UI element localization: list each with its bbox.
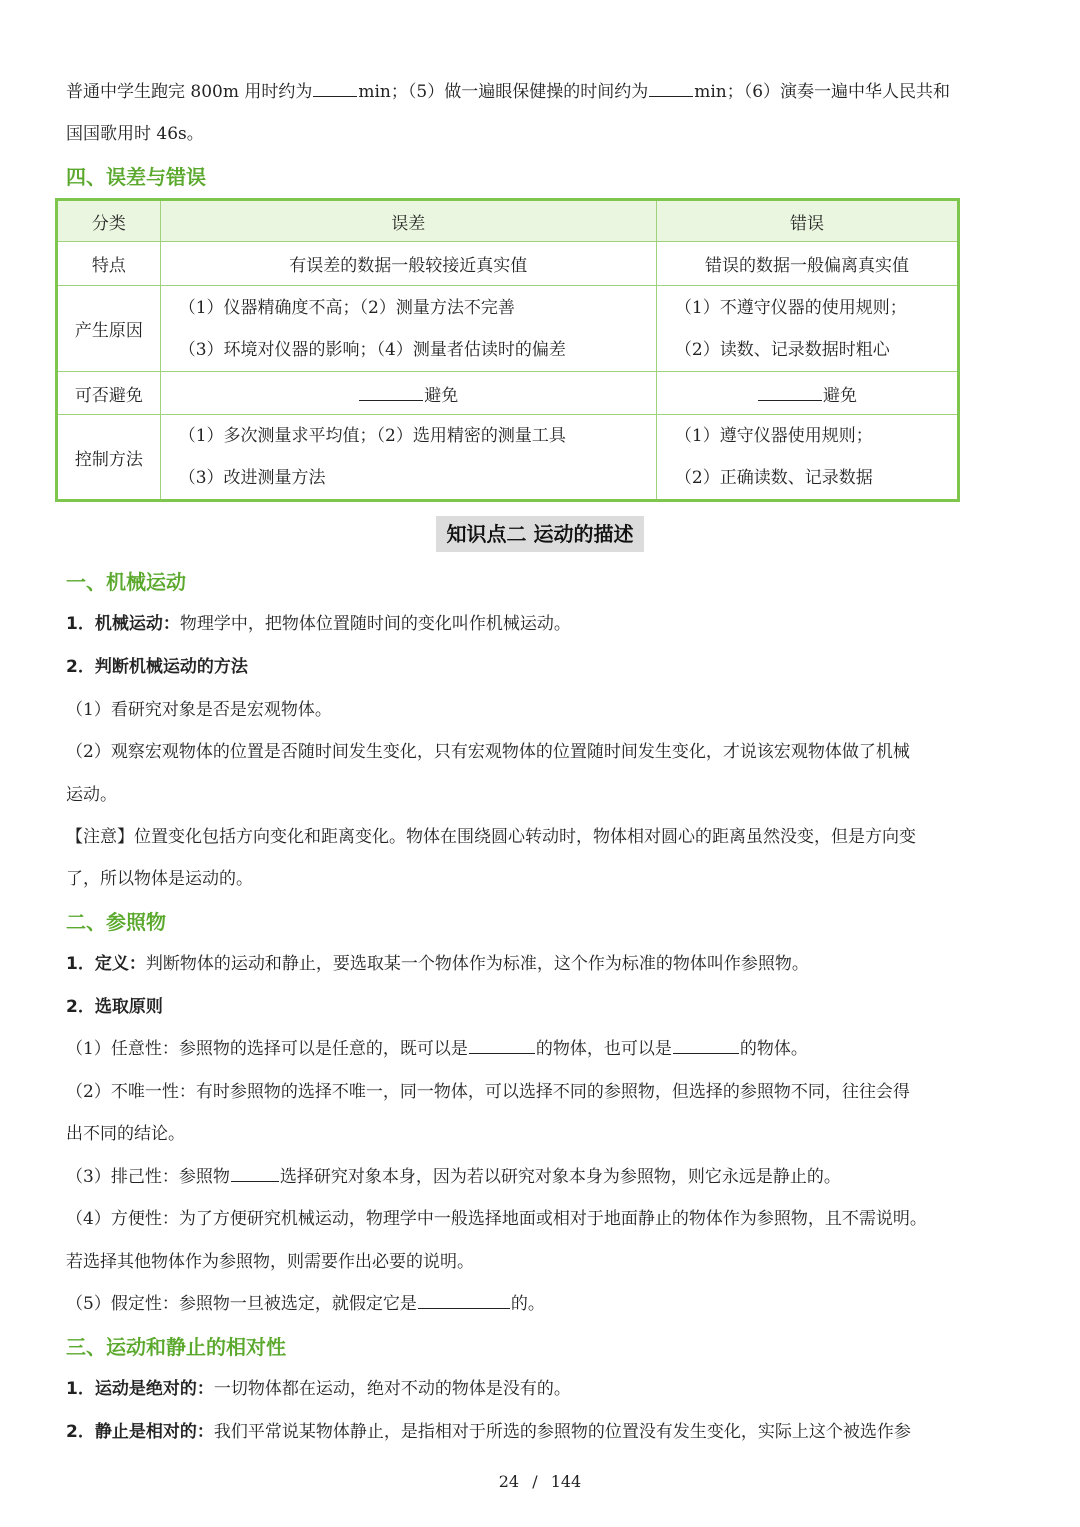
row-label: 特点 bbox=[57, 242, 161, 286]
cell-line: （2）读数、记录数据时粗心 bbox=[674, 339, 890, 360]
paragraph bbox=[66, 952, 1016, 976]
table-row-control bbox=[57, 415, 959, 501]
paragraph-text: 选择研究对象本身，因为若以研究对象本身为参照物，则它永远是静止的。 bbox=[279, 1167, 841, 1187]
fill-blank bbox=[359, 384, 423, 401]
paragraph-text: 我们平常说某物体静止，是指相对于所选的参照物的位置没有发生变化，实际上这个被选作参 bbox=[213, 1422, 911, 1442]
term-label: 2．静止是相对的： bbox=[66, 1422, 214, 1442]
row-label: 可否避免 bbox=[57, 372, 161, 415]
table-row-avoid bbox=[57, 372, 959, 415]
cell-line: （1）多次测量求平均值；（2）选用精密的测量工具 bbox=[178, 426, 566, 446]
fill-blank bbox=[418, 1292, 510, 1309]
table-cell bbox=[656, 372, 958, 415]
paragraph bbox=[66, 1037, 1016, 1061]
cell-line: （1）不遵守仪器的使用规则； bbox=[674, 297, 907, 318]
knowledge-point-title: 知识点二 运动的描述 bbox=[436, 516, 644, 552]
fill-blank bbox=[469, 1037, 535, 1054]
cell-line: （2）正确读数、记录数据 bbox=[674, 468, 873, 488]
intro-text-b: min；（5）做一遍眼保健操的时间约为 bbox=[358, 82, 649, 102]
cell-line: （3）改进测量方法 bbox=[178, 468, 326, 488]
table-header-row bbox=[57, 200, 959, 242]
page-total: 144 bbox=[550, 1472, 582, 1491]
paragraph bbox=[66, 1420, 1016, 1444]
error-mistake-table bbox=[55, 198, 960, 502]
term-label: 1．运动是绝对的： bbox=[66, 1379, 214, 1399]
table-row-cause bbox=[57, 286, 959, 372]
paragraph bbox=[66, 1377, 1016, 1401]
cell-line: （1）仪器精确度不高；（2）测量方法不完善 bbox=[178, 297, 515, 318]
paragraph bbox=[66, 1165, 1016, 1189]
paragraph: （2）观察宏观物体的位置是否随时间发生变化，只有宏观物体的位置随时间发生变化，才说该宏观物体做了机械 bbox=[66, 742, 910, 762]
intro-text-c: min；（6）演奏一遍中华人民共和 bbox=[694, 82, 951, 102]
fill-blank bbox=[673, 1037, 739, 1054]
intro-line-2: 国国歌用时 46s。 bbox=[66, 124, 204, 144]
section-heading-mechanical-motion: 一、机械运动 bbox=[66, 570, 186, 594]
term-label: 1．机械运动： bbox=[66, 614, 180, 634]
paragraph-text: 的。 bbox=[510, 1294, 545, 1314]
paragraph-text: （3）排己性：参照物 bbox=[66, 1167, 230, 1187]
fill-blank bbox=[649, 80, 693, 97]
table-cell: 有误差的数据一般较接近真实值 bbox=[160, 242, 656, 286]
intro-line-1 bbox=[66, 80, 1016, 104]
paragraph-text: 的物体。 bbox=[739, 1039, 808, 1059]
paragraph bbox=[66, 612, 1016, 636]
paragraph: （2）不唯一性：有时参照物的选择不唯一，同一物体，可以选择不同的参照物，但选择的参照物不同，往往会得 bbox=[66, 1082, 910, 1102]
cell-text: 避免 bbox=[822, 385, 857, 406]
table-cell bbox=[160, 372, 656, 415]
paragraph: 出不同的结论。 bbox=[66, 1124, 185, 1144]
subheading: 2．选取原则 bbox=[66, 997, 163, 1017]
section-heading-errors: 四、误差与错误 bbox=[66, 165, 206, 189]
table-cell bbox=[160, 415, 656, 501]
page-number: 24 bbox=[498, 1472, 520, 1491]
table-header-cell: 错误 bbox=[656, 200, 958, 242]
note: 【注意】位置变化包括方向变化和距离变化。物体在围绕圆心转动时，物体相对圆心的距离虽然没变，但是方向变 bbox=[66, 827, 916, 847]
paragraph: （1）看研究对象是否是宏观物体。 bbox=[66, 700, 332, 720]
table-cell: 错误的数据一般偏离真实值 bbox=[656, 242, 958, 286]
paragraph-text: 一切物体都在运动，绝对不动的物体是没有的。 bbox=[213, 1379, 571, 1399]
row-label: 控制方法 bbox=[57, 415, 161, 501]
paragraph-text: （1）任意性：参照物的选择可以是任意的，既可以是 bbox=[66, 1039, 468, 1059]
row-label: 产生原因 bbox=[57, 286, 161, 372]
fill-blank bbox=[758, 384, 822, 401]
table-cell bbox=[656, 286, 958, 372]
page-separator: / bbox=[532, 1472, 538, 1491]
paragraph-text: 的物体，也可以是 bbox=[535, 1039, 672, 1059]
subheading: 2．判断机械运动的方法 bbox=[66, 657, 248, 677]
section-heading-relativity: 三、运动和静止的相对性 bbox=[66, 1335, 286, 1359]
paragraph: 运动。 bbox=[66, 785, 117, 805]
table-cell bbox=[656, 415, 958, 501]
paragraph: 若选择其他物体作为参照物，则需要作出必要的说明。 bbox=[66, 1252, 474, 1272]
table-row-feature bbox=[57, 242, 959, 286]
note: 了，所以物体是运动的。 bbox=[66, 869, 253, 889]
table-header-cell: 分类 bbox=[57, 200, 161, 242]
fill-blank bbox=[231, 1165, 279, 1182]
paragraph-text: （5）假定性：参照物一旦被选定，就假定它是 bbox=[66, 1294, 417, 1314]
table-header-cell: 误差 bbox=[160, 200, 656, 242]
paragraph-text: 物理学中，把物体位置随时间的变化叫作机械运动。 bbox=[179, 614, 571, 634]
cell-line: （1）遵守仪器使用规则； bbox=[674, 426, 873, 446]
table-cell bbox=[160, 286, 656, 372]
term-label: 1．定义： bbox=[66, 954, 146, 974]
intro-text-a: 普通中学生跑完 800m 用时约为 bbox=[66, 82, 313, 102]
paragraph bbox=[66, 1292, 1016, 1316]
cell-line: （3）环境对仪器的影响；（4）测量者估读时的偏差 bbox=[178, 339, 566, 360]
page-footer bbox=[0, 1472, 1080, 1491]
paragraph: （4）方便性：为了方便研究机械运动，物理学中一般选择地面或相对于地面静止的物体作为参照物，且不需说明。 bbox=[66, 1209, 927, 1229]
section-heading-reference-object: 二、参照物 bbox=[66, 910, 166, 934]
paragraph-text: 判断物体的运动和静止，要选取某一个物体作为标准，这个作为标准的物体叫作参照物。 bbox=[145, 954, 809, 974]
fill-blank bbox=[313, 80, 357, 97]
cell-text: 避免 bbox=[424, 385, 459, 406]
